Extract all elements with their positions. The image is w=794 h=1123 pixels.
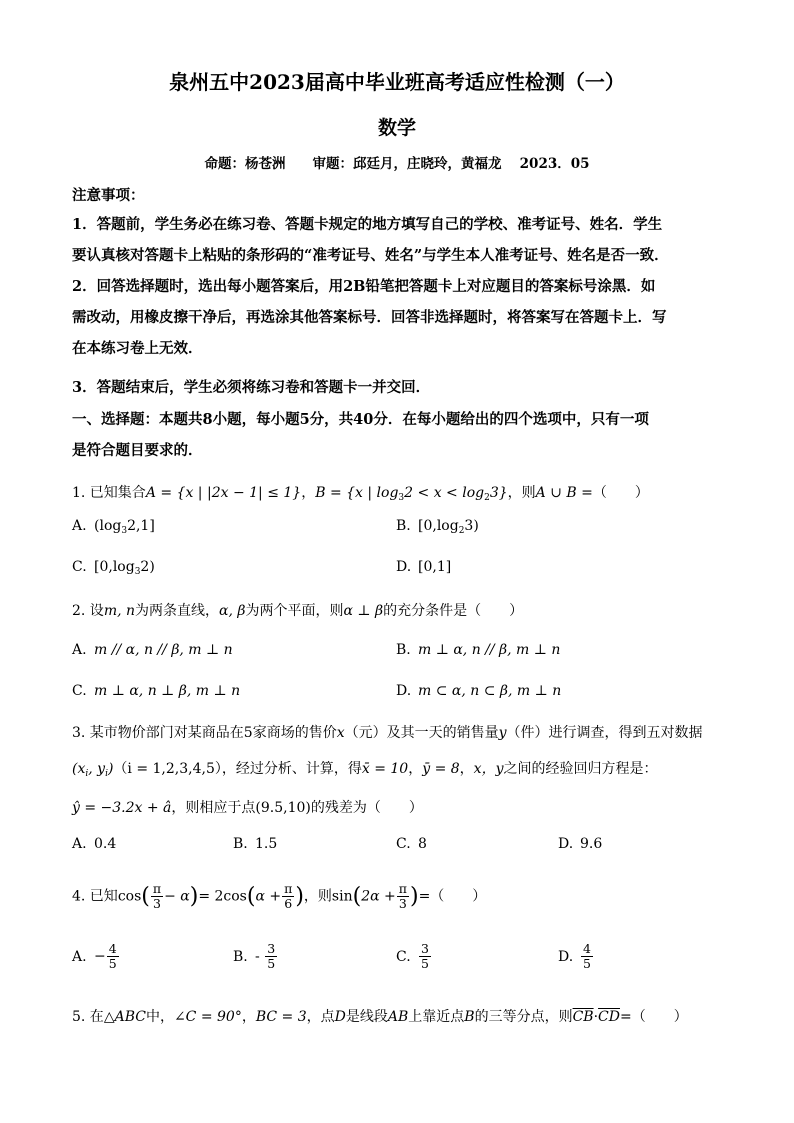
note-2-line-2: 需改动，用橡皮擦干净后，再选涂其他答案标号．回答非选择题时，将答案写在答题卡上．写 xyxy=(72,309,667,326)
note-3: 3．答题结束后，学生必须将练习卷和答题卡一并交回． xyxy=(72,379,431,396)
section-1-line-2: 是符合题目要求的． xyxy=(72,442,203,459)
q3-option-b: B. 1.5 xyxy=(233,836,278,852)
q4-option-d: D. $\frac{4}{5}$ xyxy=(558,941,591,971)
question-2-stem: 2. 设m, n为两条直线，α, β为两个平面，则α ⊥ β的充分条件是（ ） xyxy=(72,603,524,619)
note-2-line-3: 在本练习卷上无效． xyxy=(72,340,203,357)
question-5-stem: 5. 在△ABC中，∠C = 90°，BC = 3，点D是线段AB上靠近点B的三等分点，则$\overline{CB}\cdot\overline{CD}=$（ ） xyxy=(72,1009,688,1025)
note-1-line-2: 要认真核对答题卡上粘贴的条形码的“准考证号、姓名”与学生本人准考证号、姓名是否一致． xyxy=(72,247,669,264)
q2-option-a: A. m // α, n // β, m ⊥ n xyxy=(72,642,233,658)
note-2-line-1: 2．回答选择题时，选出每小题答案后，用2B铅笔把答题卡上对应题目的答案标号涂黑．如 xyxy=(72,278,656,295)
q1-option-b: B. $[0,\log_23)$ xyxy=(396,518,479,536)
question-1-stem: 1. 已知集合A = {x | |2x − 1| ≤ 1}，B = {x | $\log_32 < x < \log_23$}，则A ∪ B =（ ） xyxy=(72,485,649,503)
q1-option-a: A. $(\log_32,1]$ xyxy=(72,518,155,536)
q2-option-b: B. m ⊥ α, n // β, m ⊥ n xyxy=(396,642,561,658)
question-4-stem: 4. 已知cos( $\frac{\pi}{3}$ − α)= 2cos(α + $\frac{\pi}{6}$ )，则sin(2α + $\frac{\pi}{3}$ )=（ ） xyxy=(72,881,487,911)
q4-option-b: B. - $\frac{3}{5}$ xyxy=(233,941,276,971)
q3-option-d: D. 9.6 xyxy=(558,836,603,852)
notes-heading: 注意事项： xyxy=(72,187,145,204)
question-3-line-2: ($x_i$, $y_i)(i = 1,2,3,4,5)$，经过分析、计算，得x̄ = 10，ȳ = 8，x，y之间的经验回归方程是： xyxy=(72,761,658,779)
note-1-line-1: 1．答题前，学生务必在练习卷、答题卡规定的地方填写自己的学校、准考证号、姓名．学生 xyxy=(72,216,663,233)
q2-option-c: C. m ⊥ α, n ⊥ β, m ⊥ n xyxy=(72,683,241,699)
section-1-line-1: 一、选择题：本题共8小题，每小题5分，共40分．在每小题给出的四个选项中，只有一项 xyxy=(72,411,649,428)
question-3-line-3: ŷ = −3.2x + â，则相应于点(9.5,10)的残差为（ ） xyxy=(72,800,423,816)
question-3-line-1: 3. 某市物价部门对某商品在5家商场的售价x（元）及其一天的销售量y（件）进行调查，得到五对数据 xyxy=(72,725,703,741)
vector-cd: $\overline{CD}$ xyxy=(598,1009,620,1025)
exam-title: 泉州五中2023届高中毕业班高考适应性检测（一） xyxy=(169,70,625,94)
q3-option-a: A. 0.4 xyxy=(72,836,117,852)
subject-title: 数学 xyxy=(377,117,416,139)
q1-option-c: C. $[0,\log_32)$ xyxy=(72,559,155,577)
q4-option-a: A. − $\frac{4}{5}$ xyxy=(72,941,117,971)
q2-option-d: D. m ⊂ α, n ⊂ β, m ⊥ n xyxy=(396,683,562,699)
q3-option-c: C. 8 xyxy=(396,836,427,852)
q4-option-c: C. $\frac{3}{5}$ xyxy=(396,941,429,971)
q1-option-d: D. [0,1] xyxy=(396,559,452,575)
vector-cb: $\overline{CB}$ xyxy=(572,1009,594,1025)
authors-line: 命题：杨苍洲 审题：邱廷月，庄晓玲，黄福龙 2023．05 xyxy=(204,156,590,172)
